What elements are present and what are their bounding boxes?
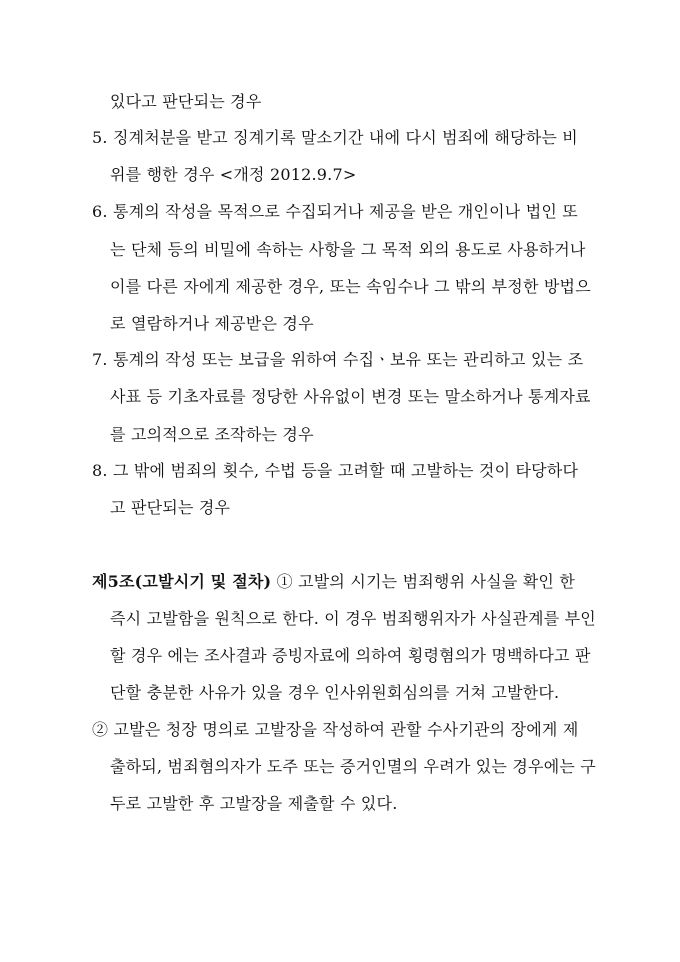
item-7-line-3: 를 고의적으로 조작하는 경우 [110, 425, 314, 444]
article-5-para-1-line-2: 즉시 고발함을 원칙으로 한다. 이 경우 범죄행위자가 사실관계를 부인 [110, 609, 596, 628]
article-5-para-1-start: ① 고발의 시기는 범죄행위 사실을 확인 한 [271, 572, 576, 591]
article-5-heading: 제5조(고발시기 및 절차) [92, 572, 272, 591]
item-5-line-2: 위를 행한 경우 <개정 2012.9.7> [110, 165, 357, 184]
article-5-line-1 [92, 572, 575, 592]
item-8-line-2: 고 판단되는 경우 [110, 498, 231, 517]
item-8-line-1: 8. 그 밖에 범죄의 횟수, 수법 등을 고려할 때 고발하는 것이 타당하다 [92, 461, 579, 480]
item-6-line-2: 는 단체 등의 비밀에 속하는 사항을 그 목적 외의 용도로 사용하거나 [110, 240, 586, 259]
article-5-para-1-line-3: 할 경우 에는 조사결과 증빙자료에 의하여 횡령혐의가 명백하다고 판 [110, 646, 591, 665]
article-5-para-2-line-1: ② 고발은 청장 명의로 고발장을 작성하여 관할 수사기관의 장에게 제 [92, 720, 579, 739]
item-6-line-1: 6. 통계의 작성을 목적으로 수집되거나 제공을 받은 개인이나 법인 또 [92, 202, 578, 221]
item-7-line-2: 사표 등 기초자료를 정당한 사유없이 변경 또는 말소하거나 통계자료 [110, 387, 591, 406]
article-5-para-1-line-4: 단할 충분한 사유가 있을 경우 인사위원회심의를 거쳐 고발한다. [110, 683, 560, 702]
article-5-para-2-line-3: 두로 고발한 후 고발장을 제출할 수 있다. [110, 794, 398, 813]
item-4-continuation: 있다고 판단되는 경우 [110, 92, 262, 111]
item-6-line-4: 로 열람하거나 제공받은 경우 [110, 314, 314, 333]
item-7-line-1: 7. 통계의 작성 또는 보급을 위하여 수집ㆍ보유 또는 관리하고 있는 조 [92, 350, 584, 369]
item-6-line-3: 이를 다른 자에게 제공한 경우, 또는 속임수나 그 밖의 부정한 방법으 [110, 277, 591, 296]
item-5-line-1: 5. 징계처분을 받고 징계기록 말소기간 내에 다시 범죄에 해당하는 비 [92, 128, 578, 147]
article-5-para-2-line-2: 출하되, 범죄혐의자가 도주 또는 증거인멸의 우려가 있는 경우에는 구 [110, 757, 596, 776]
